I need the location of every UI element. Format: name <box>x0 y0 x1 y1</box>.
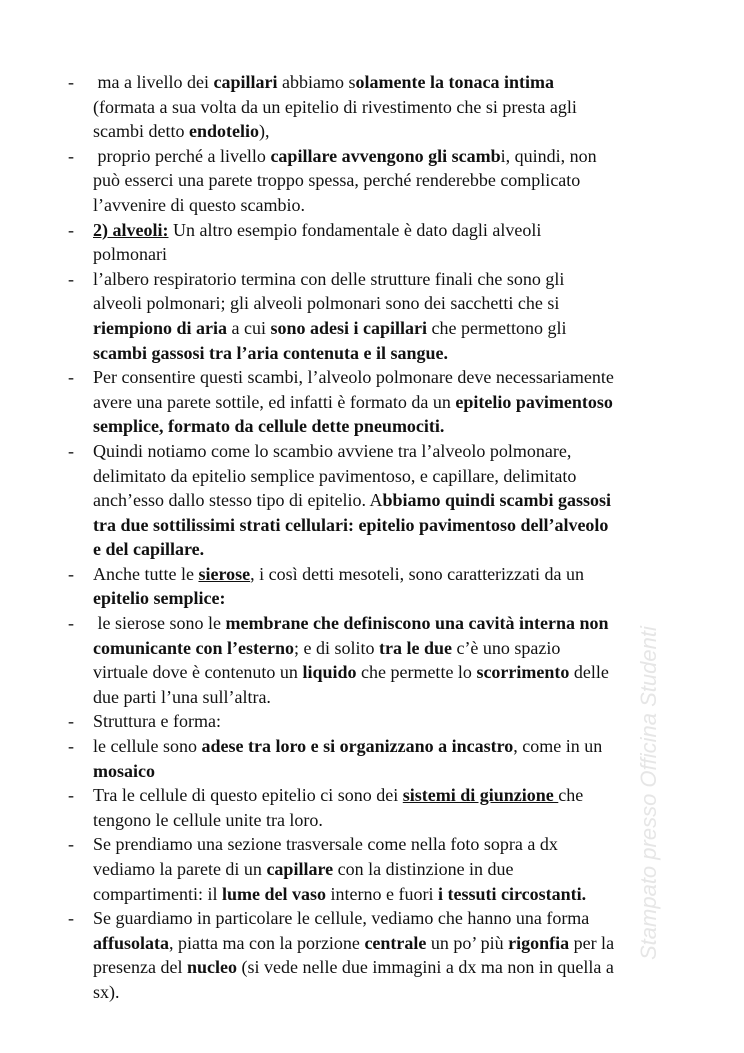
bullet-dash: - <box>68 908 74 929</box>
text-run: Se guardiamo in particolare le cellule, vediamo che hanno una forma <box>93 908 590 929</box>
text-run: , come in un <box>513 736 603 757</box>
text-run: alveoli polmonari; gli alveoli polmonari sono dei sacchetti che si <box>93 293 560 314</box>
text-line <box>93 168 688 193</box>
emphasized-text: nucleo <box>186 957 237 978</box>
bullet-dash: - <box>68 72 74 92</box>
text-line <box>93 439 688 464</box>
text-run: un po’ più <box>426 932 509 953</box>
text-run: anch’esso dallo stesso tipo di epitelio. A <box>93 490 383 511</box>
emphasized-text: scambi gassosi tra l’aria contenuta e il sangue. <box>93 342 448 363</box>
text-line <box>93 857 688 882</box>
emphasized-text: epitelio semplice: <box>93 588 226 609</box>
emphasized-text: tra due sottilissimi strati cellulari: epitelio pavimentoso dell’alveolo <box>93 514 609 535</box>
text-line <box>93 513 688 538</box>
text-run: con la distinzione in due <box>333 859 514 879</box>
list-item <box>68 562 688 611</box>
text-line <box>93 341 688 366</box>
emphasized-text: sono adesi i capillari <box>270 317 427 338</box>
emphasized-text: affusolata <box>93 932 169 953</box>
emphasized-text: capillari <box>213 72 278 92</box>
emphasized-text: adese tra loro e si organizzano a incastro <box>201 736 514 757</box>
watermark: Stampato presso Officina Studenti <box>636 626 661 960</box>
text-run: che <box>558 785 584 806</box>
text-run: proprio perché a livello <box>93 145 271 166</box>
text-run: ma a livello dei <box>93 72 214 92</box>
text-line <box>93 832 688 857</box>
text-run: per la <box>569 932 615 953</box>
text-line <box>93 783 688 808</box>
text-run: abbiamo s <box>277 72 356 92</box>
text-line <box>93 95 688 120</box>
bullet-dash: - <box>68 711 74 732</box>
emphasized-text: capillare avvengono gli scamb <box>270 145 501 166</box>
text-line <box>93 660 688 685</box>
text-line <box>93 291 688 316</box>
text-run: polmonari <box>93 244 167 265</box>
emphasized-text: sierose <box>198 563 251 584</box>
text-line <box>93 70 688 95</box>
text-run: due parti l’una sull’altra. <box>93 686 271 707</box>
bullet-dash: - <box>68 440 74 461</box>
text-run: ; e di solito <box>293 637 379 658</box>
list-item <box>68 906 688 1004</box>
emphasized-text: tra le due <box>378 637 452 658</box>
list-item <box>68 267 688 365</box>
text-run: avere una parete sottile, ed infatti è formato da un <box>93 391 456 412</box>
text-line <box>93 709 688 734</box>
bullet-dash: - <box>68 268 74 289</box>
emphasized-text: i tessuti circostanti. <box>437 883 587 904</box>
bullet-dash: - <box>68 219 74 240</box>
text-run: Struttura e forma: <box>93 711 221 732</box>
text-line <box>93 906 688 931</box>
list-item <box>68 70 688 144</box>
text-run: presenza del <box>93 957 187 978</box>
text-line <box>93 390 688 415</box>
text-run: a cui <box>227 317 271 338</box>
emphasized-text: riempiono di aria <box>93 317 227 338</box>
bullet-dash: - <box>68 367 74 388</box>
text-run: Se prendiamo una sezione trasversale come nella foto sopra a dx <box>93 834 558 855</box>
text-run: (si vede nelle due immagini a dx ma non in quella a <box>236 957 614 978</box>
text-line <box>93 586 688 611</box>
text-line <box>93 218 688 243</box>
text-run: , i così detti mesoteli, sono caratterizzati da un <box>250 563 585 584</box>
emphasized-text: 2) alveoli: <box>93 219 169 240</box>
text-line <box>93 808 688 833</box>
bullet-dash: - <box>68 834 74 855</box>
text-line <box>93 316 688 341</box>
text-line <box>93 267 688 292</box>
emphasized-text: endotelio <box>188 121 259 142</box>
text-line <box>93 464 688 489</box>
text-run: , piatta ma con la porzione <box>169 932 365 953</box>
emphasized-text: liquido <box>302 662 357 683</box>
text-run: ), <box>258 121 270 142</box>
text-run: Tra le cellule di questo epitelio ci sono dei <box>93 785 403 806</box>
emphasized-text: olamente la tonaca intima <box>355 72 554 92</box>
text-run: sx). <box>93 981 120 1002</box>
emphasized-text: mosaico <box>93 760 155 781</box>
text-run: interno e fuori <box>326 883 438 904</box>
text-run: le cellule sono <box>93 736 202 757</box>
text-line <box>93 562 688 587</box>
text-run: delle <box>569 662 609 683</box>
text-run: Un altro esempio fondamentale è dato dagli alveoli <box>168 219 542 240</box>
emphasized-text: membrane che definiscono una cavità interna non <box>225 613 609 634</box>
text-run: l’albero respiratorio termina con delle strutture finali che sono gli <box>93 268 565 289</box>
text-line <box>93 365 688 390</box>
text-run: virtuale dove è contenuto un <box>93 662 303 683</box>
text-run: delimitato da epitelio semplice pavimentoso, e capillare, delimitato <box>93 465 577 486</box>
bullet-dash: - <box>68 563 74 584</box>
text-line <box>93 685 688 710</box>
bullet-dash: - <box>68 736 74 757</box>
text-line <box>93 537 688 562</box>
text-run: c’è uno spazio <box>451 637 561 658</box>
text-run: (formata a sua volta da un epitelio di rivestimento che si presta agli <box>93 96 577 117</box>
text-line <box>93 955 688 980</box>
emphasized-text: capillare <box>266 859 334 879</box>
list-item <box>68 439 688 562</box>
text-line <box>93 759 688 784</box>
emphasized-text: bbiamo quindi scambi gassosi <box>382 490 612 511</box>
emphasized-text: semplice, formato da cellule dette pneumociti. <box>93 416 445 437</box>
text-line <box>93 193 688 218</box>
bullet-dash: - <box>68 785 74 806</box>
text-line <box>93 144 688 169</box>
list-item <box>68 611 688 709</box>
list-item <box>68 144 688 218</box>
emphasized-text: sistemi di giunzione <box>402 785 559 806</box>
text-run: le sierose sono le <box>93 613 226 634</box>
emphasized-text: rigonfia <box>508 932 570 953</box>
text-run: vediamo la parete di un <box>93 859 267 879</box>
text-line <box>93 488 688 513</box>
text-run: i, quindi, non <box>500 145 597 166</box>
emphasized-text: epitelio pavimentoso <box>455 391 613 412</box>
text-run: tengono le cellule unite tra loro. <box>93 809 323 830</box>
text-line <box>93 611 688 636</box>
list-item <box>68 709 688 734</box>
emphasized-text: e del capillare. <box>93 539 205 560</box>
text-run: scambi detto <box>93 121 189 142</box>
bullet-dash: - <box>68 145 74 166</box>
text-line <box>93 882 688 907</box>
text-run: Quindi notiamo come lo scambio avviene tra l’alveolo polmonare, <box>93 440 572 461</box>
text-run: che permette lo <box>356 662 477 683</box>
bullet-dash: - <box>68 613 74 634</box>
list-item <box>68 783 688 832</box>
emphasized-text: scorrimento <box>476 662 570 683</box>
text-run: l’avvenire di questo scambio. <box>93 194 305 215</box>
text-line <box>93 636 688 661</box>
text-line <box>93 734 688 759</box>
document-body <box>68 70 688 1005</box>
list-item <box>68 832 688 906</box>
list-item <box>68 218 688 267</box>
text-run: compartimenti: il <box>93 883 222 904</box>
text-line <box>93 980 688 1005</box>
emphasized-text: comunicante con l’esterno <box>93 637 294 658</box>
text-line <box>93 119 688 144</box>
text-run: può esserci una parete troppo spessa, perché renderebbe complicato <box>93 170 581 191</box>
text-line <box>93 931 688 956</box>
text-line <box>93 414 688 439</box>
list-item <box>68 734 688 783</box>
emphasized-text: centrale <box>364 932 427 953</box>
text-run: Per consentire questi scambi, l’alveolo polmonare deve necessariamente <box>93 367 614 388</box>
text-run: Anche tutte le <box>93 563 199 584</box>
emphasized-text: lume del vaso <box>221 883 326 904</box>
text-line <box>93 242 688 267</box>
list-item <box>68 365 688 439</box>
text-run: che permettono gli <box>427 317 567 338</box>
